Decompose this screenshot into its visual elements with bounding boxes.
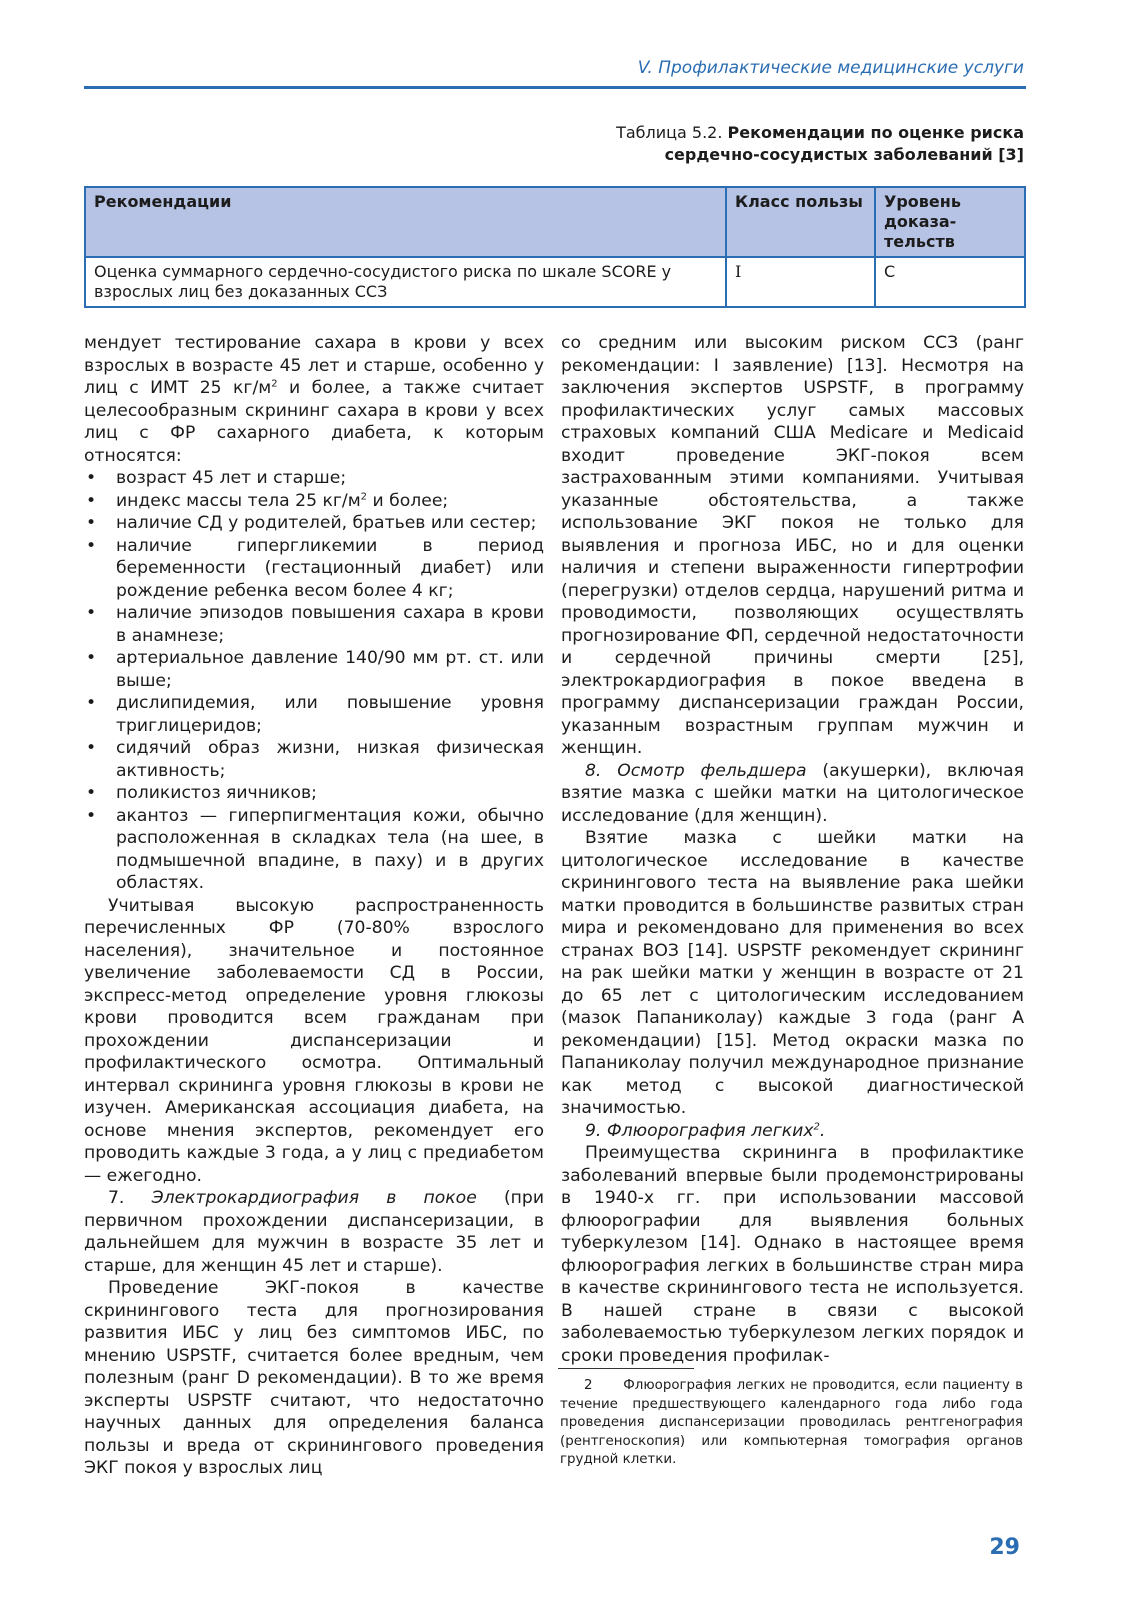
list-item-text: акантоз — гиперпигментация кожи, обычно расположенная в складках тела (на шее, в подмышечной впадине, в паху) и в других областях. <box>116 805 544 893</box>
bullet-icon: • <box>86 738 97 758</box>
section-text: (акушерки), включая взятие мазка с шейки матки на цитологическое исследование (для женщин). <box>561 760 1024 826</box>
paragraph-ecg-continuation: со средним или высоким риском ССЗ (ранг рекомендации: I заявление) [13]. Несмотря на заключения экспертов USPSTF, в программу профилактических услуг самых массовых страховых компаний США Medicare и Medicaid входит проведение ЭКГ-покоя всем застрахованным этими компаниями. Учитывая указанные обстоятельства, а также использование ЭКГ покоя не только для выявления и прогноза ИБС, но и для оценки наличия и степени выраженности гипертрофии (перегрузки) отделов сердца, нарушений ритма и проводимости, позволяющих осуществлять прогнозирование ФП, сердечной недостаточности и сердечной причины смерти [25], электрокардиография в покое введена в программу диспансеризации граждан России, указанным возрастным группам мужчин и женщин. <box>561 333 1024 758</box>
list-item <box>84 647 544 692</box>
bullet-icon: • <box>86 783 97 803</box>
bullet-icon: • <box>86 805 97 826</box>
column-header-level: Уровень доказа-тельств <box>875 187 1025 257</box>
column-header-class: Класс пользы <box>726 187 875 257</box>
recommendations-table <box>84 186 1026 308</box>
list-item-text: сидячий образ жизни, низкая физическая активность; <box>116 738 544 781</box>
footnote-text: Флюорография легких не проводится, если пациенту в течение предшествующего календарного года либо года проведения диспансеризации проводилась рентгенография (рентгеноскопия) или компьютерная томография органов грудной клетки. <box>560 1378 1023 1467</box>
paragraph-ecg-heading <box>84 1187 544 1277</box>
cell-recommendation: Оценка суммарного сердечно-сосудистого риска по шкале SCORE у взрослых лиц без доказанных ССЗ <box>85 257 726 307</box>
paragraph-fluorography-heading <box>561 1120 1024 1143</box>
list-item <box>84 535 544 603</box>
footnote-rule <box>558 1368 694 1369</box>
risk-factor-list <box>84 467 544 895</box>
table-header-row <box>85 187 1025 257</box>
bullet-icon: • <box>86 513 97 533</box>
paragraph-risk-prevalence: Учитывая высокую распространенность перечисленных ФР (70-80% взрослого населения), значительное и постоянное увеличение заболеваемости СД в России, экспресс-метод определение уровня глюкозы крови проводится всем гражданам при прохождении диспансеризации и профилактического осмотра. Оптимальный интервал скрининга уровня глюкозы в крови не изучен. Американская ассоциация диабета, на основе мнения экспертов, рекомендует его проводить каждые 3 года, а у лиц с предиабетом — ежегодно. <box>84 895 544 1186</box>
running-header: V. Профилактические медицинские услуги <box>637 58 1024 78</box>
list-item-text: возраст 45 лет и старше; <box>116 468 347 488</box>
list-item <box>84 692 544 737</box>
intro-sup: 2 <box>271 378 278 390</box>
table-caption <box>500 122 1024 166</box>
caption-title-line1: Рекомендации по оценке риска <box>727 123 1024 142</box>
caption-title-line2: сердечно-сосудистых заболеваний [3] <box>664 145 1024 164</box>
list-item-text: артериальное давление 140/90 мм рт. ст. или выше; <box>116 648 544 691</box>
intro-text: мендует тестирование сахара в крови у всех взрослых в возрасте 45 лет и старше, особенно у лиц с ИМТ 25 кг/м <box>84 333 544 398</box>
paragraph-fluorography: Преимущества скрининга в профилактике заболеваний впервые были продемонстрированы в 1940-х гг. при использовании массовой флюорографии для выявления больных туберкулезом [14]. Однако в настоящее время флюорография легких в большинстве стран мира в качестве скринингового теста не используется. В нашей стране в связи с высокой заболеваемостью туберкулезом легких порядок и сроки проведения профилак- <box>561 1143 1024 1366</box>
section-text: (при первичном прохождении диспансеризации, в дальнейшем для мужчин в возрасте 35 лет и старше, для женщин 45 лет и старше). <box>84 1188 544 1276</box>
bullet-icon: • <box>86 693 97 713</box>
footnote-ref: 2 <box>813 1120 820 1132</box>
paragraph-ecg-screening: Проведение ЭКГ-покоя в качестве скринингового теста для прогнозирования развития ИБС у лиц без симптомов ИБС, по мнению USPSTF, считается более вредным, чем полезным (ранг D рекомендации). В то же время эксперты USPSTF считают, что недостаточно научных данных для определения баланса пользы и вреда от скринингового проведения ЭКГ покоя у взрослых лиц <box>84 1278 544 1478</box>
list-item <box>84 467 544 490</box>
list-item <box>84 805 544 895</box>
bullet-icon: • <box>86 490 97 511</box>
section-title: Электрокардиография в покое <box>151 1188 477 1208</box>
list-item-sup: 2 <box>360 490 368 502</box>
cell-level: С <box>875 257 1025 307</box>
bullet-icon: • <box>86 468 97 488</box>
list-item-text: наличие гипергликемии в период беременности (гестационный диабет) или рождение ребенка весом более 4 кг; <box>116 535 544 601</box>
paragraph-feldsher-heading <box>561 760 1024 828</box>
caption-prefix: Таблица 5.2. <box>616 123 723 142</box>
list-item-text: поликистоз яичников; <box>116 783 317 803</box>
header-rule <box>84 86 1026 89</box>
right-column <box>561 332 1024 1367</box>
footnote-number: 2 <box>584 1378 593 1393</box>
list-item <box>84 737 544 782</box>
list-item-tail: и более; <box>367 490 449 511</box>
list-item <box>84 602 544 647</box>
footnote <box>560 1377 1023 1470</box>
intro-text-end: и более, а также считает целесообразным скрининг сахара в крови у всех лиц с ФР сахарного диабета, к которым относятся: <box>84 378 544 466</box>
table-row <box>85 257 1025 307</box>
section-number: 7. <box>108 1188 152 1208</box>
section-title: 8. Осмотр фельдшера <box>585 760 807 781</box>
list-item-text: дислипидемия, или повышение уровня триглицеридов; <box>116 693 544 736</box>
bullet-icon: • <box>86 603 97 623</box>
intro-paragraph <box>84 332 544 467</box>
list-item-text: индекс массы тела 25 кг/м <box>116 490 361 511</box>
bullet-icon: • <box>86 648 97 668</box>
list-item-text: наличие эпизодов повышения сахара в крови в анамнезе; <box>116 603 544 646</box>
left-column <box>84 332 544 1480</box>
list-item <box>84 512 544 535</box>
list-item <box>84 782 544 805</box>
bullet-icon: • <box>86 535 97 556</box>
list-item <box>84 490 544 513</box>
list-item-text: наличие СД у родителей, братьев или сестер; <box>116 513 537 533</box>
cell-class: I <box>726 257 875 307</box>
paragraph-cervical-screening: Взятие мазка с шейки матки на цитологическое исследование в качестве скринингового теста на выявление рака шейки матки проводится в большинстве развитых стран мира и рекомендовано для применения во всех странах ВОЗ [14]. USPSTF рекомендует скрининг на рак шейки матки у женщин в возрасте от 21 до 65 лет с цитологическим исследованием (мазок Папаниколау) каждые 3 года (ранг А рекомендации) [15]. Метод окраски мазка по Папаниколау получил международное признание как метод с высокой диагностической значимостью. <box>561 828 1024 1118</box>
column-header-recommendations: Рекомендации <box>85 187 726 257</box>
page-number: 29 <box>989 1535 1020 1560</box>
section-title: 9. Флюорография легких <box>585 1120 814 1141</box>
section-title-end: . <box>819 1120 826 1141</box>
